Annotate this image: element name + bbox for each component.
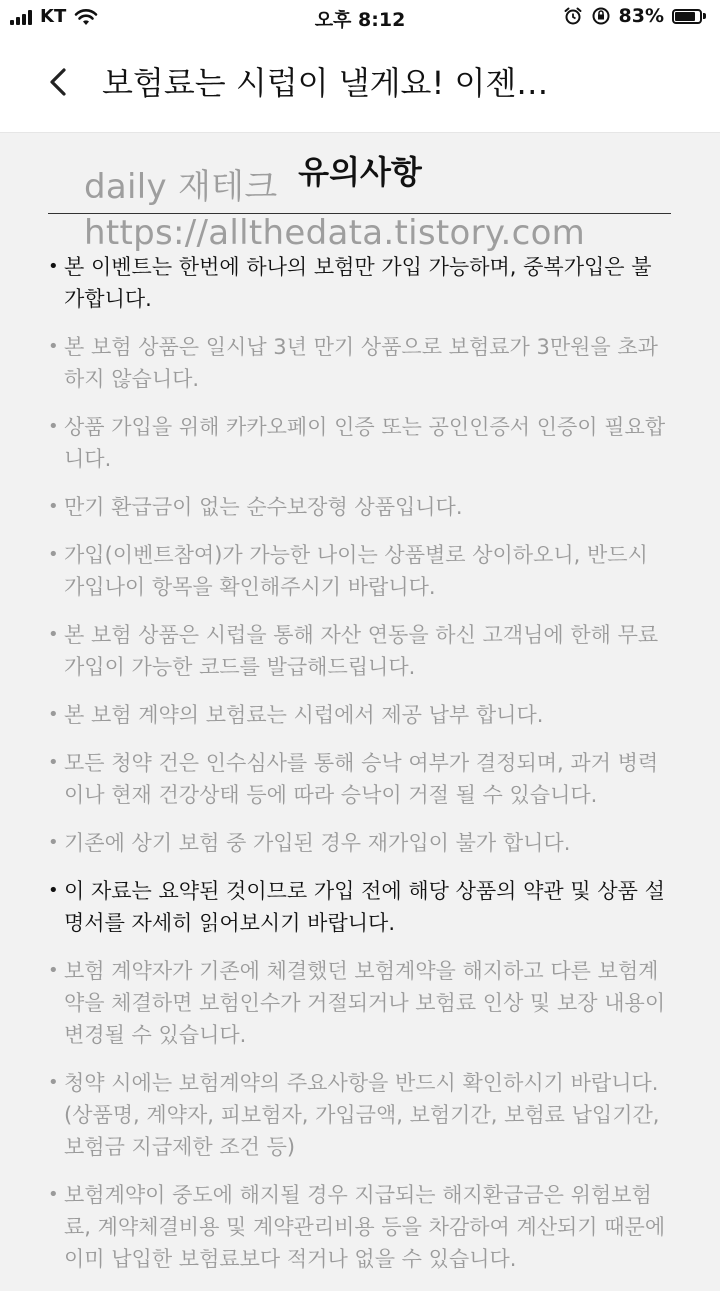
notice-item-text: 기존에 상기 보험 중 가입된 경우 재가입이 불가 합니다. bbox=[64, 831, 571, 855]
notice-item-text: 본 보험 계약의 보험료는 시럽에서 제공 납부 합니다. bbox=[64, 703, 544, 727]
bullet-icon: • bbox=[48, 832, 59, 853]
orientation-lock-icon bbox=[591, 6, 611, 26]
bullet-icon: • bbox=[48, 960, 59, 981]
bullet-icon: • bbox=[48, 496, 59, 517]
notice-item bbox=[48, 619, 670, 683]
bullet-icon: • bbox=[48, 336, 59, 357]
bullet-icon: • bbox=[48, 544, 59, 565]
back-button[interactable] bbox=[36, 60, 80, 104]
notice-item-text: 상품 가입을 위해 카카오페이 인증 또는 공인인증서 인증이 필요합니다. bbox=[64, 415, 666, 471]
notice-item-text: 가입(이벤트참여)가 가능한 나이는 상품별로 상이하오니, 반드시 가입나이 항목을 확인해주시기 바랍니다. bbox=[64, 543, 648, 599]
page-title: 보험료는 시럽이 낼게요! 이젠… bbox=[102, 64, 549, 102]
watermark-line1: daily 재테크 bbox=[84, 167, 278, 207]
battery-percent: 83% bbox=[618, 5, 664, 27]
notice-item-text: 본 보험 상품은 시럽을 통해 자산 연동을 하신 고객님에 한해 무료 가입이 가능한 코드를 발급해드립니다. bbox=[64, 623, 659, 679]
notice-item-text: 만기 환급금이 없는 순수보장형 상품입니다. bbox=[64, 495, 463, 519]
notice-item bbox=[48, 411, 670, 475]
notice-item bbox=[48, 875, 670, 939]
notice-item-text: 모든 청약 건은 인수심사를 통해 승낙 여부가 결정되며, 과거 병력이나 현재 건강상태 등에 따라 승낙이 거절 될 수 있습니다. bbox=[64, 751, 659, 807]
battery-icon bbox=[672, 9, 706, 24]
notice-item bbox=[48, 955, 670, 1051]
chevron-left-icon bbox=[36, 60, 80, 104]
notice-list bbox=[48, 251, 670, 1291]
status-bar bbox=[0, 0, 720, 36]
notice-item bbox=[48, 251, 670, 315]
bullet-icon: • bbox=[48, 416, 59, 437]
nav-header bbox=[0, 36, 720, 133]
notice-item bbox=[48, 1179, 670, 1275]
notice-item bbox=[48, 1067, 670, 1163]
notice-item-text: 이 자료는 요약된 것이므로 가입 전에 해당 상품의 약관 및 상품 설명서를 자세히 읽어보시기 바랍니다. bbox=[64, 879, 665, 935]
notice-item bbox=[48, 747, 670, 811]
watermark-line2: https://allthedata.tistory.com bbox=[84, 212, 586, 253]
status-right bbox=[563, 5, 706, 27]
notice-item bbox=[48, 331, 670, 395]
status-time: 오후 8:12 bbox=[314, 9, 406, 31]
alarm-icon bbox=[563, 6, 583, 26]
notice-item bbox=[48, 491, 670, 523]
carrier-label: KT bbox=[40, 6, 67, 27]
bullet-icon: • bbox=[48, 880, 59, 901]
notice-item bbox=[48, 827, 670, 859]
bullet-icon: • bbox=[48, 704, 59, 725]
notice-item-text: 본 보험 상품은 일시납 3년 만기 상품으로 보험료가 3만원을 초과하지 않습니다. bbox=[64, 335, 658, 391]
notice-item-text: 본 이벤트는 한번에 하나의 보험만 가입 가능하며, 중복가입은 불가합니다. bbox=[64, 255, 652, 311]
notice-item-text: 보험계약이 중도에 해지될 경우 지급되는 해지환급금은 위험보험료, 계약체결비용 및 계약관리비용 등을 차감하여 계산되기 때문에 이미 납입한 보험료보다 적거나 없을 수 있습니다. bbox=[64, 1183, 666, 1271]
notice-item bbox=[48, 539, 670, 603]
notice-item-text: 청약 시에는 보험계약의 주요사항을 반드시 확인하시기 바랍니다. (상품명, 계약자, 피보험자, 가입금액, 보험기간, 보험료 납입기간, 보험금 지급제한 조건 등) bbox=[64, 1071, 660, 1159]
bullet-icon: • bbox=[48, 624, 59, 645]
title-divider bbox=[48, 213, 671, 214]
bullet-icon: • bbox=[48, 256, 59, 277]
content-area bbox=[0, 133, 720, 1280]
bullet-icon: • bbox=[48, 752, 59, 773]
bullet-icon: • bbox=[48, 1072, 59, 1093]
notice-title: 유의사항 bbox=[298, 153, 422, 191]
bullet-icon: • bbox=[48, 1184, 59, 1205]
notice-item bbox=[48, 699, 670, 731]
notice-item-text: 보험 계약자가 기존에 체결했던 보험계약을 해지하고 다른 보험계약을 체결하면 보험인수가 거절되거나 보험료 인상 및 보장 내용이 변경될 수 있습니다. bbox=[64, 959, 666, 1047]
